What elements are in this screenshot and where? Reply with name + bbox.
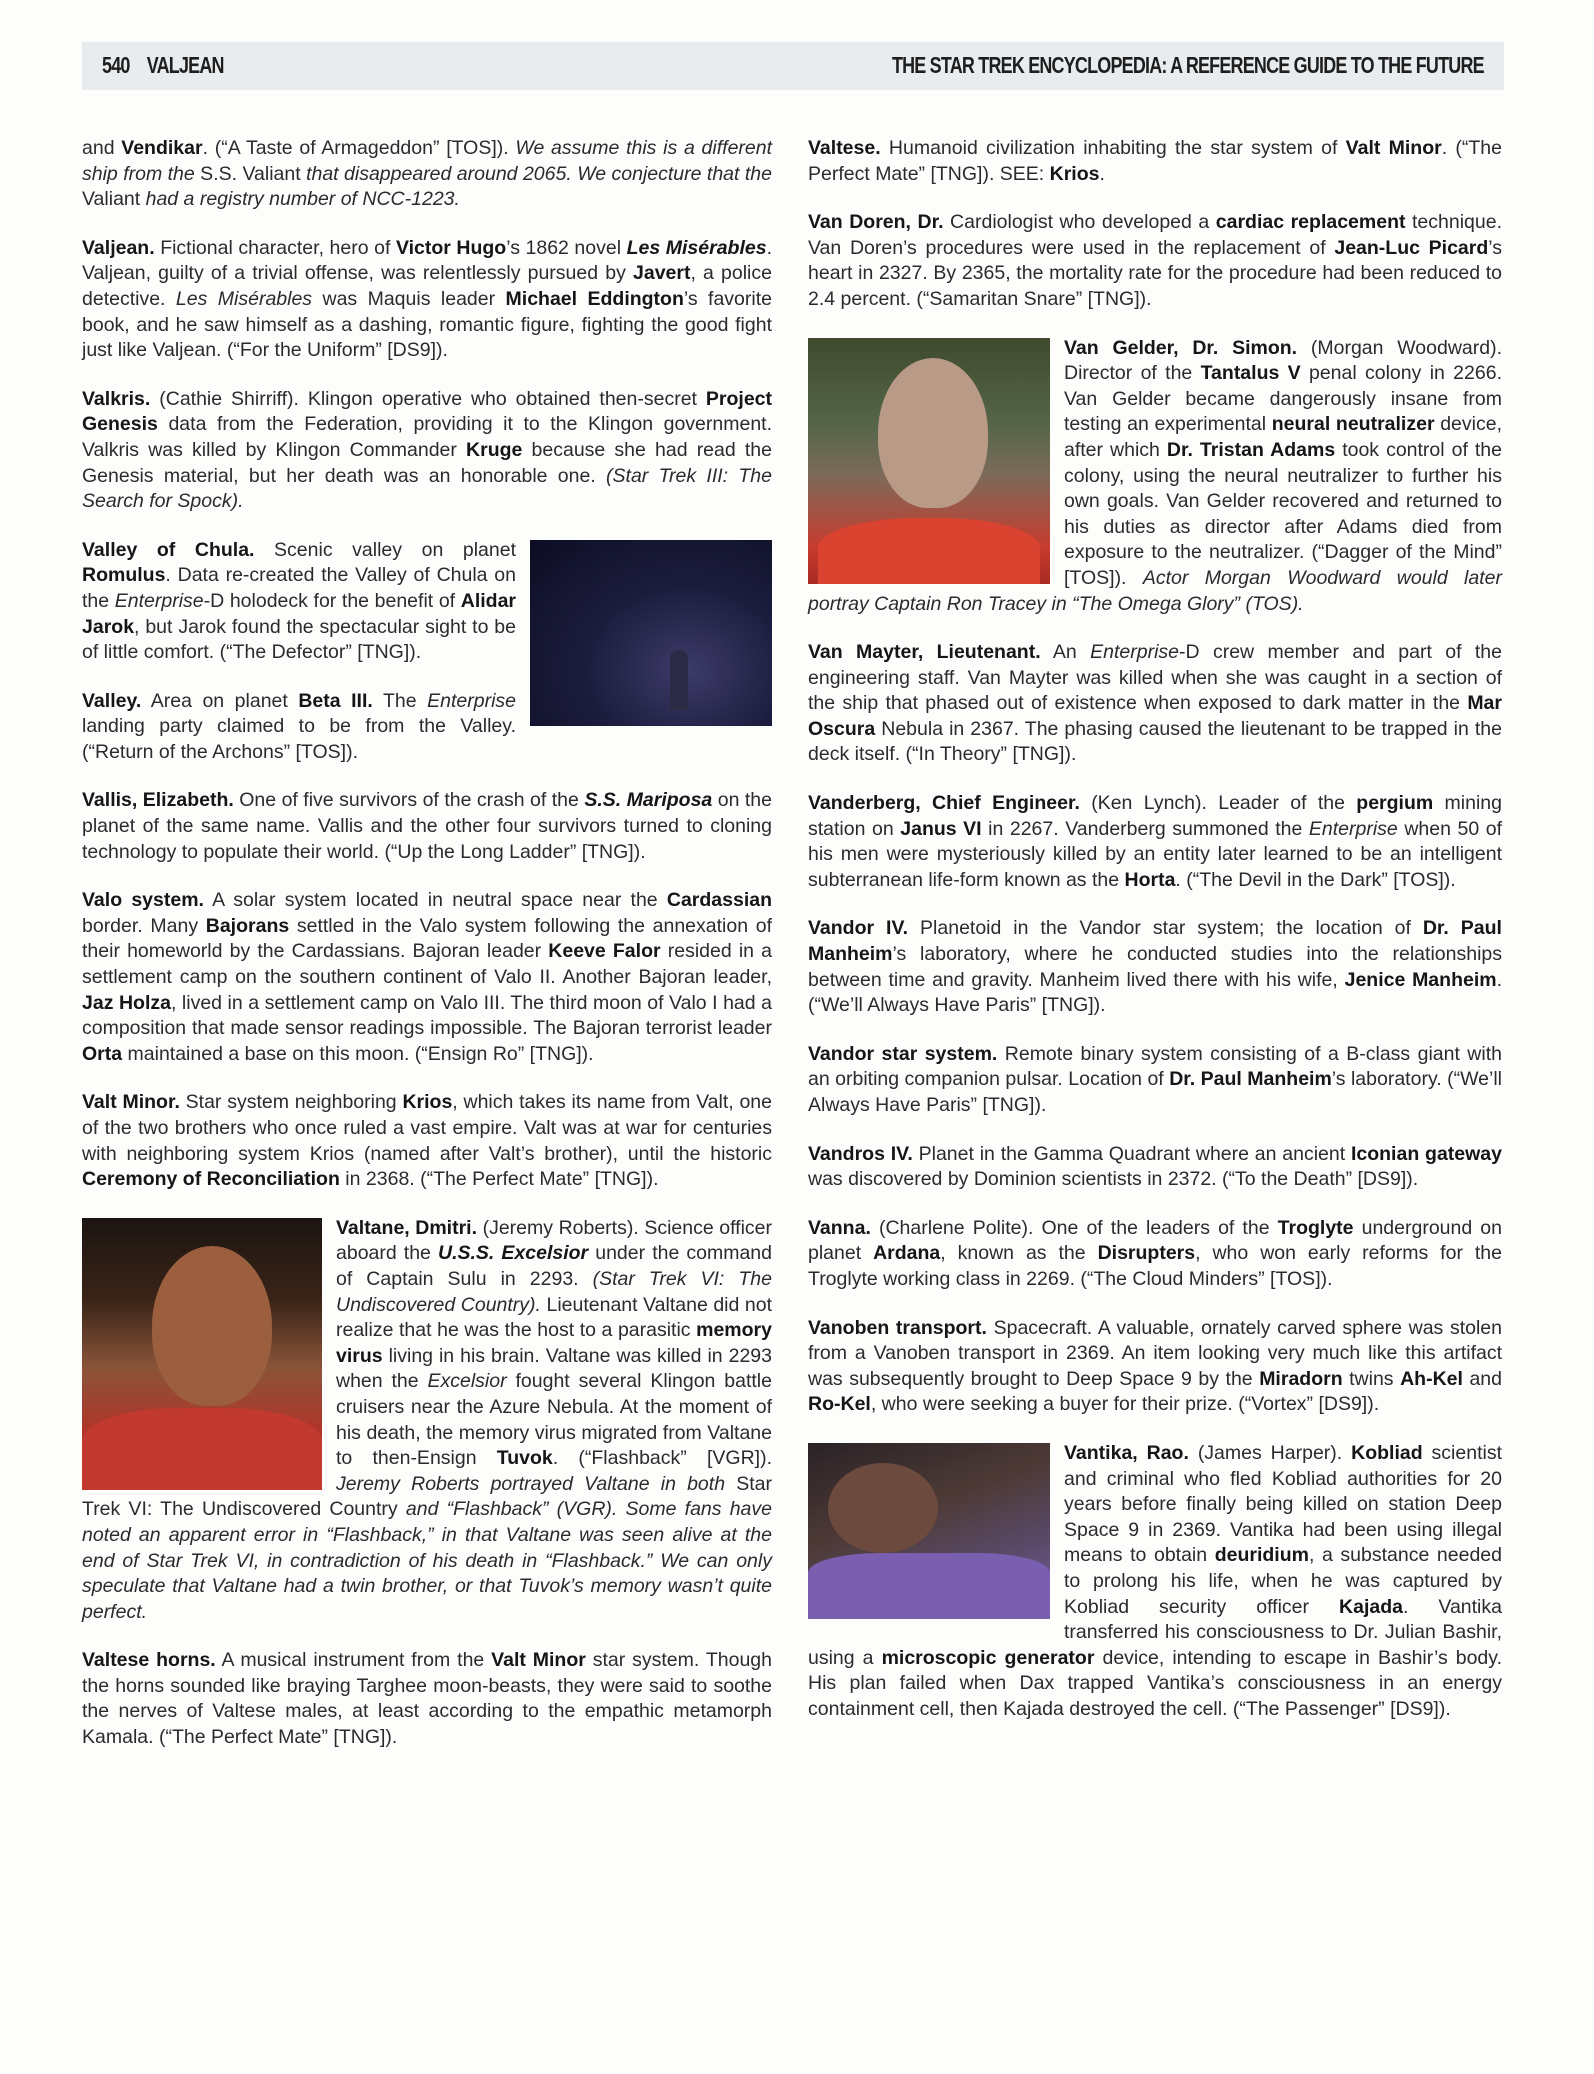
- running-head-term: VALJEAN: [146, 52, 224, 78]
- entry-valo-system: Valo system. A solar system located in neutral space near the Cardassian border. Many Bajorans settled in the Valo system following the annexation of their homeworld by the Cardassians. Bajoran leader Keeve Falor resided in a settlement camp on the southern continent of Valo II. Another Bajoran leader, Jaz Holza, lived in a settlement camp on Valo III. The third moon of Valo I had a composition that made sensor readings impossible. The Bajoran terrorist leader Orta maintained a base on this moon. (“Ensign Ro” [TNG]).: [82, 889, 773, 1065]
- entry-vendikar-continued: and Vendikar. (“A Taste of Armageddon” [TOS]). We assume this is a different ship from the S.S. Valiant that disappeared around 2065. We conjecture that the Valiant had a registry number of NCC-1223.: [82, 137, 773, 211]
- entry-valtese-horns: Valtese horns. A musical instrument from the Valt Minor star system. Though the horns sounded like braying Targhee moon-beasts, they were said to soothe the nerves of Valtese males, at least according to the empathic metamorph Kamala. (“The Perfect Mate” [TNG]).: [82, 1649, 772, 1749]
- entry-vanderberg: Vanderberg, Chief Engineer. (Ken Lynch). Leader of the pergium mining station on Janus VI in 2267. Vanderberg summoned the Enterprise when 50 of his men were mysteriously killed by an entity later learned to be an intelligent subterranean life-form known as the Horta. (“The Devil in the Dark” [TOS]).: [808, 792, 1503, 891]
- entry-valley: Valley. Area on planet Beta III. The Enterprise landing party claimed to be from the Valley. (“Return of the Archons” [TOS]).: [82, 689, 516, 763]
- entry-van-doren: Van Doren, Dr. Cardiologist who developed a cardiac replacement technique. Van Doren’s procedures were used in the replacement of Jean-Luc Picard’s heart in 2327. By 2365, the mortality rate for the procedure had been reduced to 2.4 percent. (“Samaritan Snare” [TNG]).: [808, 211, 1503, 310]
- running-head: [102, 52, 241, 79]
- entry-valkris: Valkris. (Cathie Shirriff). Klingon operative who obtained then-secret Project Genesis data from the Federation, providing it to the Klingon government. Valkris was killed by Klingon Commander Kruge because she had read the Genesis material, but her death was an honorable one. (Star Trek III: The Search for Spock).: [82, 387, 772, 513]
- book-title: THE STAR TREK ENCYCLOPEDIA: A REFERENCE GUIDE TO THE FUTURE: [892, 52, 1484, 78]
- entry-valtane-dmitri: Valtane, Dmitri. (Jeremy Roberts). Science officer aboard the U.S.S. Excelsior under the command of Captain Sulu in 2293. (Star Trek VI: The Undiscovered Country). Lieutenant Valtane did not realize that he was the host to a parasitic memory virus living in his brain. Valtane was killed in 2293 when the Excelsior fought several Klingon battle cruisers near the Azure Nebula. At the moment of his death, the memory virus migrated from Valtane to then-Ensign Tuvok. (“Flashback” [VGR]). Jeremy Roberts portrayed Valtane in both Star Trek VI: The Undiscovered Country and “Flashback” (VGR). Some fans have noted an apparent error in “Flashback,” in that Valtane was seen alive at the end of Star Trek VI, in contradiction of his death in “Flashback.” We can only speculate that Valtane had a twin brother, or that Tuvok’s memory wasn’t quite perfect.: [82, 1216, 773, 1623]
- entry-valjean: Valjean. Fictional character, hero of Victor Hugo’s 1862 novel Les Misérables. Valjean, guilty of a trivial offense, was relentlessly pursued by Javert, a police detective. Les Misérables was Maquis leader Michael Eddington’s favorite book, and he saw himself as a dashing, romantic figure, fighting the good fight just like Valjean. (“For the Uniform” [DS9]).: [82, 236, 772, 362]
- entry-vallis-elizabeth: Vallis, Elizabeth. One of five survivors of the crash of the S.S. Mariposa on the planet of the same name. Vallis and the other four survivors turned to cloning technology to populate their world. (“Up the Long Ladder” [TNG]).: [82, 789, 772, 863]
- photo-vantika: [808, 1443, 1050, 1619]
- photo-valley-of-chula: [530, 540, 772, 726]
- page-number: 540: [102, 52, 130, 78]
- photo-van-gelder: [808, 338, 1050, 584]
- entry-van-gelder: Van Gelder, Dr. Simon. (Morgan Woodward). Director of the Tantalus V penal colony in 2266. Van Gelder became dangerously insane from testing an experimental neural neutralizer device, after which Dr. Tristan Adams took control of the colony, using the neural neutralizer to further his own goals. Van Gelder recovered and returned to his duties as director after Adams died from exposure to the neutralizer. (“Dagger of the Mind” [TOS]). Actor Morgan Woodward would later portray Captain Ron Tracey in “The Omega Glory” (TOS).: [808, 336, 1503, 615]
- entry-vandor-star-system: Vandor star system. Remote binary system consisting of a B-class giant with an orbiting companion pulsar. Location of Dr. Paul Manheim’s laboratory. (“We’ll Always Have Paris” [TNG]).: [808, 1042, 1502, 1116]
- entry-valley-of-chula: Valley of Chula. Scenic valley on planet Romulus. Data re-created the Valley of Chula on the Enterprise-D holodeck for the benefit of Alidar Jarok, but Jarok found the spectacular sight to be of little comfort. (“The Defector” [TNG]).: [82, 538, 772, 666]
- entry-valtese: Valtese. Humanoid civilization inhabiting the star system of Valt Minor. (“The Perfect Mate” [TNG]). SEE: Krios.: [808, 137, 1502, 185]
- page-header: [82, 42, 1504, 90]
- entry-vanna: Vanna. (Charlene Polite). One of the leaders of the Troglyte underground on planet Ardana, known as the Disrupters, who won early reforms for the Troglyte working class in 2269. (“The Cloud Minders” [TOS]).: [808, 1216, 1502, 1290]
- right-column: [808, 136, 1502, 1745]
- left-column: [82, 136, 772, 1774]
- entry-vanoben-transport: Vanoben transport. Spacecraft. A valuable, ornately carved sphere was stolen from a Vanoben transport in 2369. An item looking very much like this artifact was subsequently brought to Deep Space 9 by the Miradorn twins Ah-Kel and Ro-Kel, who were seeking a buyer for their prize. (“Vortex” [DS9]).: [808, 1316, 1502, 1416]
- entry-vandros-iv: Vandros IV. Planet in the Gamma Quadrant where an ancient Iconian gateway was discovered by Dominion scientists in 2372. (“To the Death” [DS9]).: [808, 1142, 1502, 1191]
- photo-valtane: [82, 1218, 322, 1490]
- entry-valt-minor: Valt Minor. Star system neighboring Krios, which takes its name from Valt, one of the two brothers who once ruled a vast empire. Valt was at war for centuries with neighboring system Krios (named after Valt’s brother), until the historic Ceremony of Reconciliation in 2368. (“The Perfect Mate” [TNG]).: [82, 1091, 772, 1191]
- entry-vandor-iv: Vandor IV. Planetoid in the Vandor star system; the location of Dr. Paul Manheim’s laboratory, where he conducted studies into the relationships between time and gravity. Manheim lived there with his wife, Jenice Manheim. (“We’ll Always Have Paris” [TNG]).: [808, 917, 1503, 1017]
- entry-vantika-rao: Vantika, Rao. (James Harper). Kobliad scientist and criminal who fled Kobliad authorities for 20 years before finally being killed on station Deep Space 9 in 2369. Vantika had been using illegal means to obtain deuridium, a substance needed to prolong his life, when he was captured by Kobliad security officer Kajada. Vantika transferred his consciousness to Dr. Julian Bashir, using a microscopic generator device, intending to escape in Bashir’s body. His plan failed when Dax trapped Vantika’s consciousness in an energy containment cell, then Kajada destroyed the cell. (“The Passenger” [DS9]).: [808, 1441, 1502, 1720]
- entry-van-mayter: Van Mayter, Lieutenant. An Enterprise-D crew member and part of the engineering staff. Van Mayter was killed when she was caught in a section of the ship that phased out of existence when exposed to dark matter in the Mar Oscura Nebula in 2367. The phasing caused the lieutenant to be trapped in the deck itself. (“In Theory” [TNG]).: [808, 641, 1502, 766]
